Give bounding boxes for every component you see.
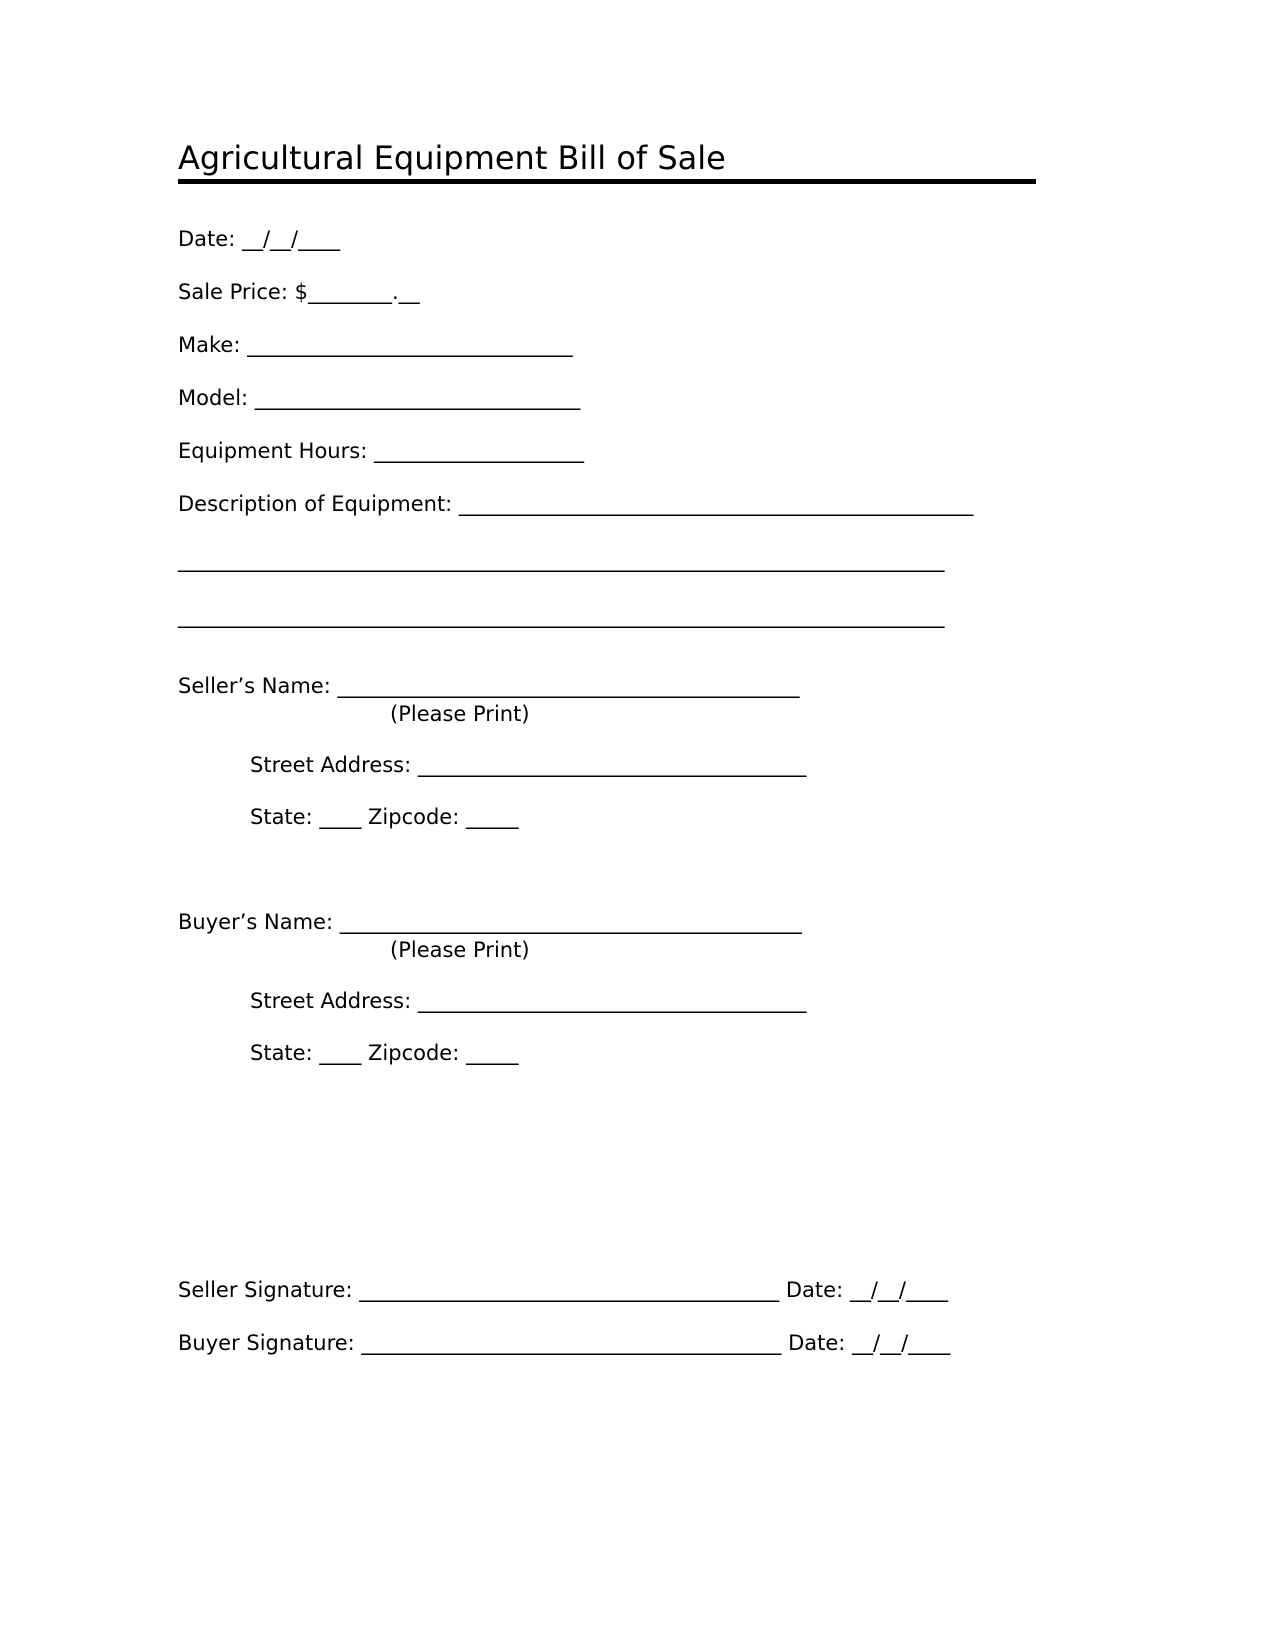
field-seller-street-address: Street Address: _____________________________________ (250, 753, 807, 777)
field-seller-name: Seller’s Name: ____________________________________________ (178, 674, 800, 698)
field-seller-state-zipcode: State: ____ Zipcode: _____ (250, 805, 519, 829)
field-sale-price: Sale Price: $________.__ (178, 280, 420, 304)
field-make: Make: _______________________________ (178, 333, 573, 357)
field-buyer-signature-date: Buyer Signature: ________________________________________ Date: __/__/____ (178, 1331, 951, 1355)
field-buyer-state-zipcode: State: ____ Zipcode: _____ (250, 1041, 519, 1065)
field-description: Description of Equipment: _________________________________________________ (178, 492, 974, 516)
field-date: Date: __/__/____ (178, 227, 341, 251)
title-rule (178, 179, 1036, 184)
buyer-please-print-note: (Please Print) (390, 938, 530, 962)
field-description-line2: _________________________________________________________________________ (178, 548, 945, 572)
seller-please-print-note: (Please Print) (390, 702, 530, 726)
field-buyer-name: Buyer’s Name: ____________________________________________ (178, 910, 802, 934)
field-buyer-street-address: Street Address: _____________________________________ (250, 989, 807, 1013)
page-title: Agricultural Equipment Bill of Sale (178, 139, 726, 177)
field-seller-signature-date: Seller Signature: ________________________________________ Date: __/__/____ (178, 1278, 948, 1302)
field-description-line3: _________________________________________________________________________ (178, 604, 945, 628)
field-model: Model: _______________________________ (178, 386, 581, 410)
field-equipment-hours: Equipment Hours: ____________________ (178, 439, 584, 463)
